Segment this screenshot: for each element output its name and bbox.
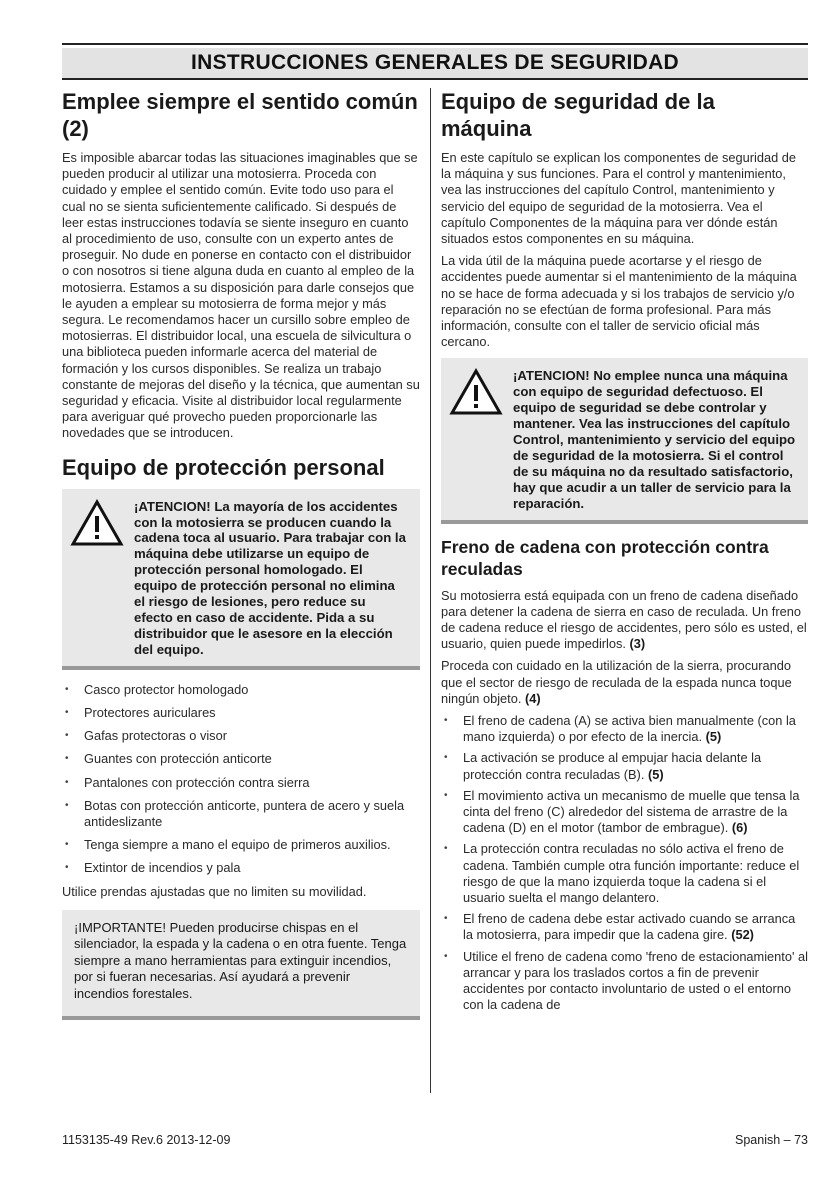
list-item-text: La activación se produce al empujar hacia delante la protección contra reculadas (B). (463, 750, 762, 782)
list-item (441, 841, 808, 906)
figure-ref: (52) (731, 927, 754, 943)
machine-warning-text: ¡ATENCION! No emplee nunca una máquina con equipo de seguridad defectuoso. El equipo de seguridad se debe controlar y mantener. Vea las instrucciones del capítulo Control, mantenimiento y servicio del equipo de seguridad de la motosierra. Si el control de su máquina no da resultado satisfactorio, hay que acudir a un taller de servicio para la reparación. (513, 368, 796, 511)
figure-ref: (4) (524, 690, 541, 706)
figure-ref: (6) (731, 820, 748, 836)
machine-safety-p2: La vida útil de la máquina puede acortarse y el riesgo de accidentes puede aumentar si el mantenimiento de la máquina no se hace de forma adecuada y si los trabajos de servicio y/o reparación no se efectúan de forma profesional. Para más información, consulte con el taller de servicio oficial más cercano. (441, 253, 797, 350)
warning-triangle-icon (70, 499, 124, 547)
document-id: 1153135-49 Rev.6 2013-12-09 (62, 1133, 231, 1147)
column-divider (430, 88, 431, 1093)
list-item: • Casco protector homologado (62, 682, 420, 698)
figure-ref: (3) (629, 636, 646, 652)
list-item-text: Utilice el freno de cadena como 'freno de estacionamiento' al arrancar y para los traslados cortos a fin de prevenir accidentes por contacto involuntario de usted o el entorno con la cadena de (463, 948, 808, 1013)
left-column (62, 88, 420, 1020)
list-item: • Guantes con protección anticorte (62, 751, 420, 767)
chain-brake-p1 (441, 588, 808, 653)
chain-brake-p1-text: Su motosierra está equipada con un freno de cadena diseñado para detener la cadena de sierra en caso de reculada. Un freno de cadena reduce el riesgo de accidentes, pero sólo es usted, el usuario, quien puede impedirlos. (441, 587, 807, 652)
list-item-text: La protección contra reculadas no sólo activa el freno de cadena. También cumple otra función importante: reduce el riesgo de que la mano izquierda toque la cadena si el usuario suelta el mango delantero. (463, 841, 800, 906)
list-item: • Protectores auriculares (62, 705, 420, 721)
machine-warning-box (441, 358, 808, 523)
list-item (441, 750, 808, 782)
list-item: • Botas con protección anticorte, puntera de acero y suela antideslizante (62, 798, 420, 830)
page-number: Spanish – 73 (735, 1133, 808, 1147)
ppe-closing: Utilice prendas ajustadas que no limiten su movilidad. (62, 883, 367, 899)
ppe-heading: Equipo de protección personal (62, 454, 385, 480)
chain-brake-p2-text: Proceda con cuidado en la utilización de la sierra, procurando que el sector de riesgo de reculada de la espada nunca toque ningún objeto. (441, 658, 792, 706)
top-rule (62, 43, 808, 45)
machine-safety-p1: En este capítulo se explican los componentes de seguridad de la máquina y sus funciones. Para el control y mantenimiento, vea las instrucciones del capítulo Control, mantenimiento y servicio del equipo de seguridad de la motosierra. Vea el capítulo Componentes de la máquina para ver dónde están situados estos componentes en su máquina. (441, 150, 796, 247)
list-item: • Gafas protectoras o visor (62, 728, 420, 744)
ppe-warning-box (62, 489, 420, 670)
common-sense-body: Es imposible abarcar todas las situaciones imaginables que se pueden producir al utilizar una motosierra. Proceda con cuidado y emplee el sentido común. Evite todo uso para el cual no se sienta suficientemente calificado. Si después de leer estas instrucciones todavía se siente inseguro en cuanto al procedimiento de uso, consulte con un experto antes de proseguir. No dude en ponerse en contacto con el distribuidor o con nosotros si tiene alguna duda en cuanto al empleo de la motosierra. Estamos a su disposición para darle consejos que le ayuden a emplear su motosierra de forma mejor y más segura. Le recomendamos hacer un cursillo sobre empleo de motosierras. El distribuidor local, una escuela de silvicultura o una biblioteca pueden informarle acerca del material de formación y los cursos disponibles. Se realiza un trabajo constante de mejoras del diseño y la técnica, que aumentan su seguridad y eficacia. Visite al distribuidor local regularmente para averiguar qué provecho pueden proporcionarle las novedades que se introducen. (62, 150, 420, 441)
right-column (441, 88, 808, 1018)
section-banner (62, 48, 808, 80)
list-item: • Extintor de incendios y pala (62, 860, 420, 876)
chain-brake-list (441, 713, 808, 1013)
figure-ref: (5) (647, 766, 664, 782)
list-item-text: El movimiento activa un mecanismo de muelle que tensa la cinta del freno (C) alrededor del sistema de arrastre de la cadena (D) en el motor (tambor de embrague). (463, 787, 800, 836)
list-item-text: El freno de cadena (A) se activa bien manualmente (con la mano izquierda) o por efecto de la inercia. (463, 713, 796, 745)
list-item (441, 713, 808, 745)
list-item (441, 911, 808, 943)
ppe-warning-text: ¡ATENCION! La mayoría de los accidentes con la motosierra se producen cuando la cadena toca al usuario. Para trabajar con la máquina debe utilizarse un equipo de protección personal homologado. El equipo de protección personal no elimina el riesgo de lesiones, pero reduce su efecto en caso de accidente. Pida a su distribuidor que le asesore en la elección del equipo. (134, 498, 406, 657)
warning-triangle-icon (449, 368, 503, 416)
page-title: INSTRUCCIONES GENERALES DE SEGURIDAD (190, 51, 680, 74)
machine-safety-heading: Equipo de seguridad de la máquina (441, 89, 715, 141)
list-item (441, 949, 808, 1014)
important-note-box (62, 910, 420, 1021)
list-item (441, 788, 808, 837)
common-sense-heading: Emplee siempre el sentido común (2) (62, 89, 418, 141)
figure-ref: (5) (705, 729, 722, 745)
list-item-text: El freno de cadena debe estar activado cuando se arranca la motosierra, para impedir que la cadena gire. (463, 911, 796, 943)
ppe-list (62, 682, 420, 877)
important-note-text: ¡IMPORTANTE! Pueden producirse chispas en el silenciador, la espada y la cadena o en otra fuente. Tenga siempre a mano herramientas para extinguir incendios, por si fueran necesarias. Así ayudará a prevenir incendios forestales. (74, 919, 407, 1001)
list-item: • Tenga siempre a mano el equipo de primeros auxilios. (62, 837, 420, 853)
list-item: • Pantalones con protección contra sierra (62, 775, 420, 791)
chain-brake-p2 (441, 658, 808, 707)
chain-brake-heading: Freno de cadena con protección contra reculadas (441, 536, 769, 579)
